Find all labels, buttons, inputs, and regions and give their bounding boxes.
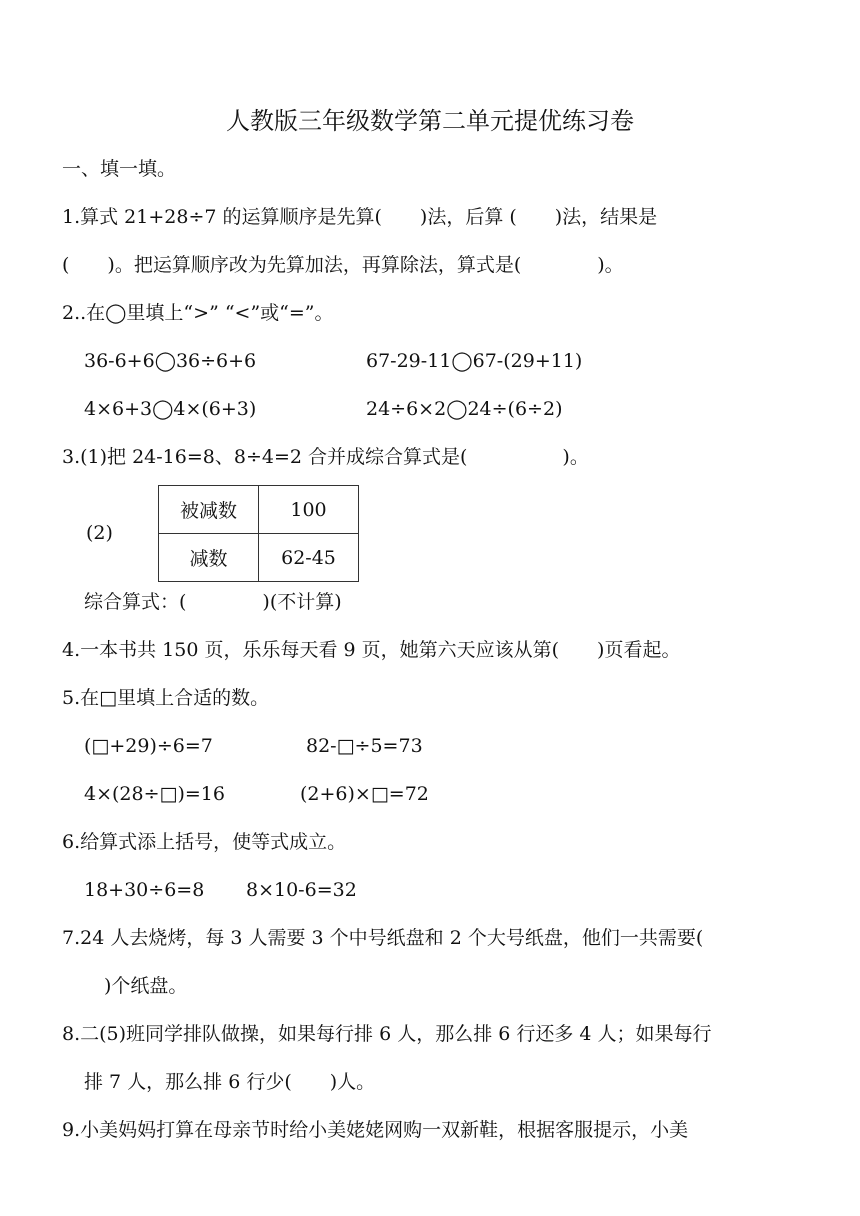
question-8-line-1: 8.二(5)班同学排队做操，如果每行排 6 人，那么排 6 行还多 4 人；如果每行 [62, 1023, 712, 1045]
question-9-line-1: 9.小美妈妈打算在母亲节时给小美姥姥网购一双新鞋，根据客服提示，小美 [62, 1119, 689, 1141]
question-3-answer: 综合算式：( )(不计算) [84, 591, 342, 613]
question-2-item: 36-6+6◯36÷6+6 [84, 350, 257, 372]
question-2-item: 67-29-11◯67-(29+11) [366, 350, 583, 372]
question-2-stem: 2..在◯里填上“>” “<”或“=”。 [62, 302, 334, 324]
question-5-item: (□+29)÷6=7 [84, 735, 213, 757]
question-3-part-2-label: (2) [86, 522, 113, 544]
table-row [159, 486, 359, 534]
table-cell: 62-45 [259, 534, 359, 582]
question-8-line-2: 排 7 人，那么排 6 行少( )人。 [84, 1071, 376, 1093]
question-6-item: 8×10-6=32 [246, 879, 357, 901]
question-7-line-2: )个纸盘。 [104, 975, 188, 997]
question-2-item: 4×6+3◯4×(6+3) [84, 398, 257, 420]
question-6-item: 18+30÷6=8 [84, 879, 205, 901]
subtraction-table [158, 485, 359, 582]
question-7-line-1: 7.24 人去烧烤，每 3 人需要 3 个中号纸盘和 2 个大号纸盘，他们一共需要( [62, 927, 704, 949]
question-5-item: 82-□÷5=73 [306, 735, 423, 757]
question-5-stem: 5.在□里填上合适的数。 [62, 687, 270, 709]
question-1-line-1: 1.算式 21+28÷7 的运算顺序是先算( )法，后算 ( )法，结果是 [62, 206, 658, 228]
table-cell: 被减数 [159, 486, 259, 534]
question-2-item: 24÷6×2◯24÷(6÷2) [366, 398, 563, 420]
question-5-item: 4×(28÷□)=16 [84, 783, 225, 805]
section-heading: 一、填一填。 [62, 158, 177, 180]
question-5-item: (2+6)×□=72 [300, 783, 429, 805]
table-cell: 减数 [159, 534, 259, 582]
table-cell: 100 [259, 486, 359, 534]
question-1-line-2: ( )。把运算顺序改为先算加法，再算除法，算式是( )。 [62, 254, 624, 276]
question-4: 4.一本书共 150 页，乐乐每天看 9 页，她第六天应该从第( )页看起。 [62, 639, 681, 661]
question-3-part-1: 3.(1)把 24-16=8、8÷4=2 合并成综合算式是( )。 [62, 446, 589, 468]
question-6-stem: 6.给算式添上括号，使等式成立。 [62, 831, 347, 853]
table-row [159, 534, 359, 582]
page-title: 人教版三年级数学第二单元提优练习卷 [226, 107, 634, 135]
